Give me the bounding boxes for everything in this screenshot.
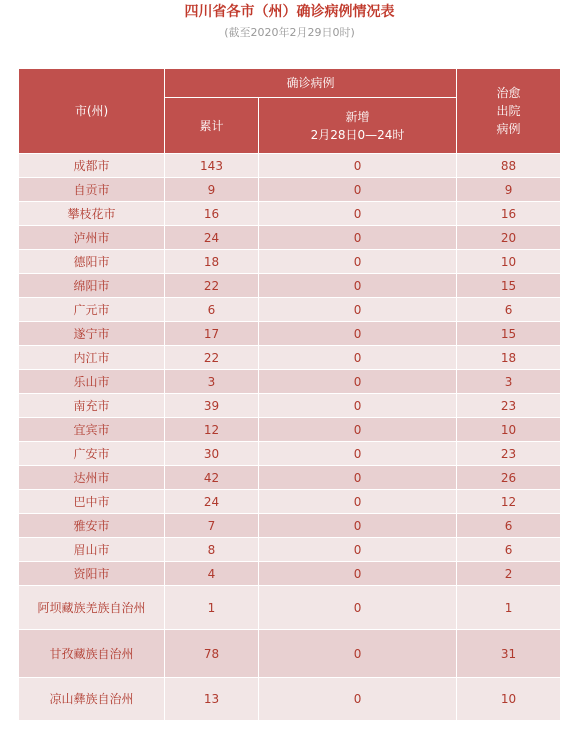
cell-cumulative: 30 [165,442,259,466]
cell-city: 攀枝花市 [19,202,165,226]
cell-recovered: 15 [457,322,561,346]
page-subtitle: (截至2020年2月29日0时) [224,26,355,39]
table-row [19,154,561,178]
cell-recovered: 23 [457,394,561,418]
cell-new: 0 [259,202,457,226]
cell-city: 甘孜藏族自治州 [19,630,165,678]
table-row [19,370,561,394]
cell-cumulative: 3 [165,370,259,394]
cell-city: 南充市 [19,394,165,418]
cell-city: 阿坝藏族羌族自治州 [19,586,165,630]
cell-cumulative: 39 [165,394,259,418]
cell-recovered: 10 [457,250,561,274]
cell-city: 成都市 [19,154,165,178]
table-row [19,466,561,490]
cell-recovered: 12 [457,490,561,514]
table-row [19,442,561,466]
cell-recovered: 2 [457,562,561,586]
cell-recovered: 88 [457,154,561,178]
table-row [19,490,561,514]
cell-new: 0 [259,514,457,538]
table-row [19,250,561,274]
cell-new: 0 [259,538,457,562]
cell-city: 德阳市 [19,250,165,274]
cell-new: 0 [259,562,457,586]
cell-cumulative: 7 [165,514,259,538]
header-recovered-line1: 治愈 [496,86,521,100]
cell-cumulative: 6 [165,298,259,322]
cell-recovered: 9 [457,178,561,202]
table-row [19,678,561,721]
cell-recovered: 26 [457,466,561,490]
cell-recovered: 3 [457,370,561,394]
cell-new: 0 [259,370,457,394]
cell-new: 0 [259,298,457,322]
cell-cumulative: 143 [165,154,259,178]
cell-new: 0 [259,250,457,274]
cell-cumulative: 24 [165,490,259,514]
cell-recovered: 20 [457,226,561,250]
cell-new: 0 [259,346,457,370]
cell-recovered: 1 [457,586,561,630]
cell-cumulative: 12 [165,418,259,442]
cell-city: 眉山市 [19,538,165,562]
cell-new: 0 [259,630,457,678]
cell-cumulative: 13 [165,678,259,721]
cell-recovered: 6 [457,514,561,538]
header-recovered-line3: 病例 [496,122,521,136]
cell-cumulative: 22 [165,346,259,370]
cell-recovered: 31 [457,630,561,678]
header-new-line1: 新增 [345,109,370,124]
table-row [19,562,561,586]
cell-city: 广安市 [19,442,165,466]
cell-recovered: 10 [457,678,561,721]
cell-new: 0 [259,226,457,250]
cell-new: 0 [259,490,457,514]
table-row [19,538,561,562]
cell-cumulative: 16 [165,202,259,226]
page-title: 四川省各市（州）确诊病例情况表 [184,4,395,20]
header-row-top [19,69,561,98]
cell-city: 广元市 [19,298,165,322]
cell-cumulative: 1 [165,586,259,630]
cell-city: 乐山市 [19,370,165,394]
cell-new: 0 [259,678,457,721]
cell-cumulative: 8 [165,538,259,562]
cell-city: 雅安市 [19,514,165,538]
cell-city: 内江市 [19,346,165,370]
cell-cumulative: 4 [165,562,259,586]
cell-cumulative: 78 [165,630,259,678]
cell-recovered: 15 [457,274,561,298]
cell-new: 0 [259,178,457,202]
cell-recovered: 6 [457,298,561,322]
cell-new: 0 [259,466,457,490]
cell-city: 凉山彝族自治州 [19,678,165,721]
table-header [19,69,561,154]
cell-cumulative: 24 [165,226,259,250]
header-cumulative: 累计 [165,98,259,154]
header-recovered-line2: 出院 [496,104,521,118]
cell-new: 0 [259,586,457,630]
table-row [19,178,561,202]
table-row [19,586,561,630]
cell-city: 遂宁市 [19,322,165,346]
cell-recovered: 16 [457,202,561,226]
cases-table [18,68,561,721]
cell-cumulative: 18 [165,250,259,274]
cell-recovered: 23 [457,442,561,466]
cell-new: 0 [259,322,457,346]
table-row [19,298,561,322]
header-confirmed: 确诊病例 [165,69,457,98]
cell-city: 自贡市 [19,178,165,202]
table-row [19,322,561,346]
cell-new: 0 [259,442,457,466]
header-city: 市(州) [19,69,165,154]
table-row [19,346,561,370]
cell-new: 0 [259,394,457,418]
cell-recovered: 6 [457,538,561,562]
table-body [19,154,561,721]
cell-new: 0 [259,154,457,178]
header-new-line2: 2月28日0—24时 [310,127,405,142]
table-row [19,514,561,538]
table-row [19,418,561,442]
cell-cumulative: 17 [165,322,259,346]
table-row [19,630,561,678]
table-row [19,226,561,250]
cell-cumulative: 22 [165,274,259,298]
cell-city: 资阳市 [19,562,165,586]
table-row [19,394,561,418]
cell-city: 绵阳市 [19,274,165,298]
cell-city: 巴中市 [19,490,165,514]
cell-new: 0 [259,274,457,298]
cell-city: 宜宾市 [19,418,165,442]
cell-city: 达州市 [19,466,165,490]
cell-cumulative: 42 [165,466,259,490]
header-recovered [457,69,561,154]
table-row [19,202,561,226]
cell-recovered: 18 [457,346,561,370]
header-new [259,98,457,154]
cell-city: 泸州市 [19,226,165,250]
table-row [19,274,561,298]
cell-new: 0 [259,418,457,442]
cell-cumulative: 9 [165,178,259,202]
cell-recovered: 10 [457,418,561,442]
